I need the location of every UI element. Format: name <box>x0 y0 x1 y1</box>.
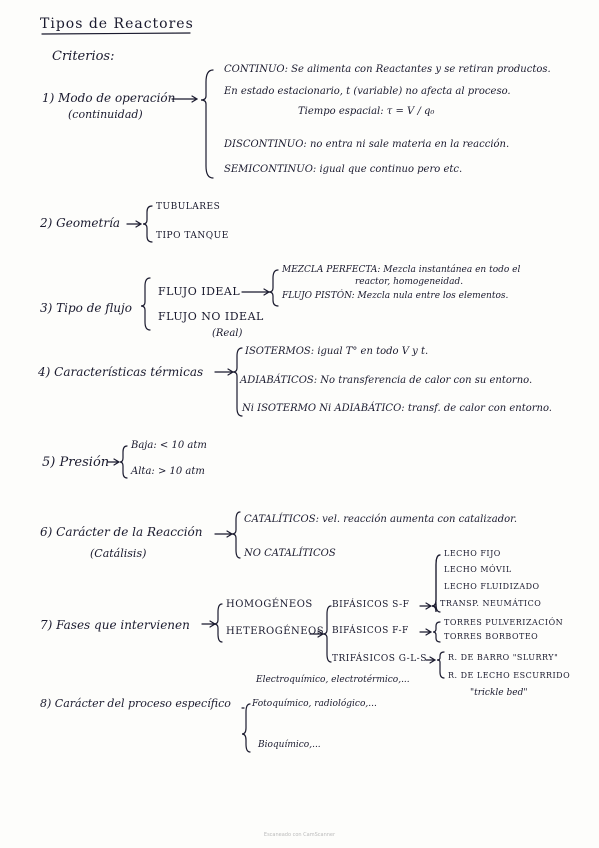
brace-2 <box>143 206 152 242</box>
ni-isotermo: Ni ISOTERMO Ni ADIABÁTICO: transf. de calor con entorno. <box>242 403 552 414</box>
criterios-heading: Criterios: <box>52 49 115 64</box>
criterion-1-label: 1) Modo de operación <box>42 91 176 105</box>
mezcla-perfecta-2: reactor, homogeneidad. <box>355 277 464 287</box>
criterion-4-label: 4) Características térmicas <box>38 365 204 379</box>
arrow-4 <box>215 369 233 375</box>
arrow-trif <box>426 657 435 663</box>
arrow-5 <box>108 459 119 465</box>
reactor-lecho-escurrido: R. DE LECHO ESCURRIDO <box>448 671 571 680</box>
semicontinuo-text: SEMICONTINUO: igual que continuo pero etc. <box>224 164 463 175</box>
criterion-8-label: 8) Carácter del proceso específico <box>40 697 231 710</box>
criterion-5-label: 5) Presión <box>42 455 110 470</box>
brace-7b <box>323 606 331 662</box>
fotoquimico: Fotoquímico, radiológico,... <box>252 699 377 709</box>
brace-6 <box>232 512 240 558</box>
brace-8 <box>242 704 250 752</box>
brace-3b <box>269 270 278 306</box>
brace-sf-end <box>432 555 440 612</box>
presion-alta: Alta: > 10 atm <box>131 466 205 477</box>
transp-neumatico: TRANSP. NEUMÁTICO <box>440 599 542 608</box>
adiabaticos: ADIABÁTICOS: No transferencia de calor con su entorno. <box>240 375 533 386</box>
continuo-text-2: En estado estacionario, t (variable) no afecta al proceso. <box>224 86 511 97</box>
flujo-no-ideal: FLUJO NO IDEAL <box>158 310 264 323</box>
trifasicos: TRIFÁSICOS G-L-S <box>332 654 427 664</box>
criterion-6-sub: (Catálisis) <box>90 547 147 560</box>
brace-3 <box>141 278 150 330</box>
torres-borboteo: TORRES BORBOTEO <box>444 632 539 641</box>
bioquimico: Bioquímico,... <box>258 740 321 750</box>
real-note: (Real) <box>212 328 243 339</box>
heterogeneos: HETEROGÉNEOS <box>226 626 325 637</box>
brace-7 <box>214 604 222 642</box>
footer-watermark: Escaneado con CamScanner <box>263 832 336 838</box>
tiempo-espacial: Tiempo espacial: τ = V / q₀ <box>298 106 435 117</box>
bifasicos-sf: BIFÁSICOS S-F <box>332 600 410 610</box>
criterion-3-label: 3) Tipo de flujo <box>40 301 132 315</box>
bifasicos-ff: BIFÁSICOS F-F <box>332 626 409 636</box>
arrow-6 <box>215 531 232 537</box>
criterion-7-label: 7) Fases que intervienen <box>40 618 190 632</box>
brace-ff <box>433 622 440 642</box>
electroquimico: Electroquímico, electrotérmico,... <box>256 675 410 685</box>
brace-1 <box>201 70 213 178</box>
criterion-1-sub: (continuidad) <box>68 108 143 121</box>
arrow-3 <box>242 289 269 295</box>
title-underline <box>42 33 190 34</box>
brace-trif <box>437 652 444 678</box>
lecho-movil: LECHO MÓVIL <box>444 565 512 574</box>
discontinuo-text: DISCONTINUO: no entra ni sale materia en la reacción. <box>224 139 510 150</box>
tubulares: TUBULARES <box>156 202 221 212</box>
arrow-7 <box>202 621 215 627</box>
arrow-2 <box>127 221 141 227</box>
trickle-bed: "trickle bed" <box>470 688 528 698</box>
continuo-text: CONTINUO: Se alimenta con Reactantes y se retiran productos. <box>224 64 551 75</box>
cataliticos: CATALÍTICOS: vel. reacción aumenta con catalizador. <box>244 514 518 525</box>
arrow-1 <box>172 96 197 102</box>
isotermos: ISOTERMOS: igual T° en todo V y t. <box>245 346 429 357</box>
presion-baja: Baja: < 10 atm <box>131 440 207 451</box>
flujo-piston: FLUJO PISTÓN: Mezcla nula entre los elementos. <box>282 291 509 301</box>
page-title: Tipos de Reactores <box>40 16 194 32</box>
arrow-ff <box>420 629 431 635</box>
criterion-2-label: 2) Geometría <box>40 216 121 230</box>
homogeneos: HOMOGÉNEOS <box>226 599 313 610</box>
flujo-ideal: FLUJO IDEAL <box>158 285 241 298</box>
arrow-sf <box>420 603 431 609</box>
no-cataliticos: NO CATALÍTICOS <box>244 548 336 559</box>
brace-5 <box>120 446 127 478</box>
criterion-6-label: 6) Carácter de la Reacción <box>40 525 203 539</box>
tipo-tanque: TIPO TANQUE <box>156 231 229 241</box>
lecho-fluidizado: LECHO FLUIDIZADO <box>444 582 540 591</box>
mezcla-perfecta: MEZCLA PERFECTA: Mezcla instantánea en todo el <box>282 265 521 275</box>
lecho-fijo: LECHO FIJO <box>444 549 501 558</box>
reactor-barro: R. DE BARRO "SLURRY" <box>448 653 559 662</box>
torres-pulverizacion: TORRES PULVERIZACIÓN <box>444 618 564 627</box>
